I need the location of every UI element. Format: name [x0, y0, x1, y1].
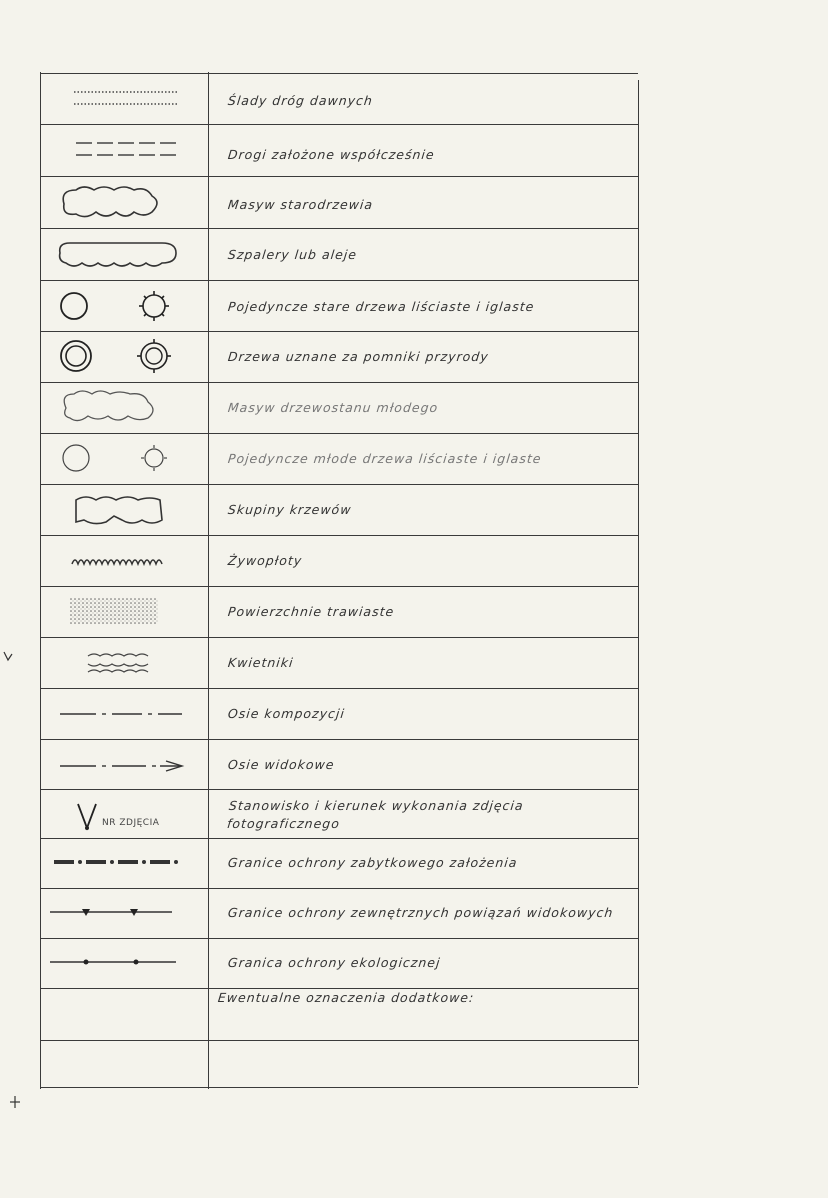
row-rule — [40, 228, 638, 229]
view-arrow-symbol — [56, 756, 186, 776]
row-rule — [40, 535, 638, 536]
row-rule — [40, 789, 638, 790]
row-rule — [40, 838, 638, 839]
triangle-border-symbol — [46, 902, 186, 922]
left-border — [40, 72, 41, 1089]
row-rule — [40, 688, 638, 689]
row-rule — [40, 382, 638, 383]
row-rule — [40, 586, 638, 587]
row-rule — [40, 331, 638, 332]
photo-point-symbol — [72, 798, 102, 834]
dot-border-symbol — [46, 952, 186, 972]
legend-label: Drzewa uznane za pomniki przyrody — [227, 349, 490, 364]
legend-label: Masyw starodrzewia — [227, 197, 374, 212]
legend-label: Pojedyncze stare drzewa liściaste i iglaste — [227, 299, 536, 314]
legend-label: Skupiny krzewów — [227, 502, 353, 517]
hedge-wave-symbol — [66, 550, 176, 574]
legend-label: Ślady dróg dawnych — [227, 93, 374, 108]
dashed-lines-symbol — [60, 135, 200, 165]
extra-notes-label: Ewentualne oznaczenia dodatkowe: — [217, 990, 476, 1005]
row-rule — [40, 73, 638, 74]
single-trees-symbol — [56, 284, 176, 328]
row-rule — [40, 888, 638, 889]
row-rule — [40, 1040, 638, 1041]
legend-label: Granice ochrony zabytkowego założenia — [227, 855, 519, 870]
legend-label: Osie widokowe — [227, 757, 336, 772]
legend-label: Kwietniki — [227, 655, 295, 670]
row-rule — [40, 433, 638, 434]
flowerbed-symbol — [84, 648, 164, 682]
row-rule — [40, 637, 638, 638]
heritage-border-symbol — [50, 852, 190, 872]
row-cloud-symbol — [52, 235, 192, 271]
dotted-lines-symbol — [60, 84, 200, 114]
legend-label: Szpalery lub aleje — [227, 247, 358, 262]
row-rule — [40, 1087, 638, 1088]
cloud-outline-symbol — [52, 182, 172, 224]
young-trees-symbol — [56, 436, 176, 480]
legend-label: Żywopłoty — [227, 553, 304, 568]
row-rule — [40, 484, 638, 485]
legend-label: Granice ochrony zewnętrznych powiązań widokowych — [227, 905, 615, 920]
young-masyw-symbol — [52, 386, 172, 428]
legend-label: Osie kompozycji — [227, 706, 346, 721]
shrub-group-symbol — [66, 490, 176, 530]
legend-label: Granica ochrony ekologicznej — [227, 955, 442, 970]
legend-label: Stanowisko i kierunek wykonania zdjęcia fotograficznego — [226, 798, 525, 831]
legend-label: Drogi założone współcześnie — [227, 147, 436, 162]
right-border — [638, 80, 639, 1085]
row-rule — [40, 988, 638, 989]
margin-cross-icon — [8, 1094, 22, 1110]
row-rule — [40, 938, 638, 939]
row-rule — [40, 176, 638, 177]
grass-dots-symbol — [66, 594, 166, 628]
column-divider — [208, 72, 209, 1089]
monument-trees-symbol — [56, 334, 176, 380]
legend-label: Masyw drzewostanu młodego — [227, 400, 440, 415]
row-rule — [40, 280, 638, 281]
row-rule — [40, 124, 638, 125]
axis-line-symbol — [56, 704, 186, 724]
margin-mark-icon — [2, 650, 14, 664]
legend-label: Pojedyncze młode drzewa liściaste i iglaste — [227, 451, 543, 466]
legend-label: Powierzchnie trawiaste — [227, 604, 396, 619]
row-rule — [40, 739, 638, 740]
photo-point-label: NR ZDJĘCIA — [102, 818, 160, 828]
